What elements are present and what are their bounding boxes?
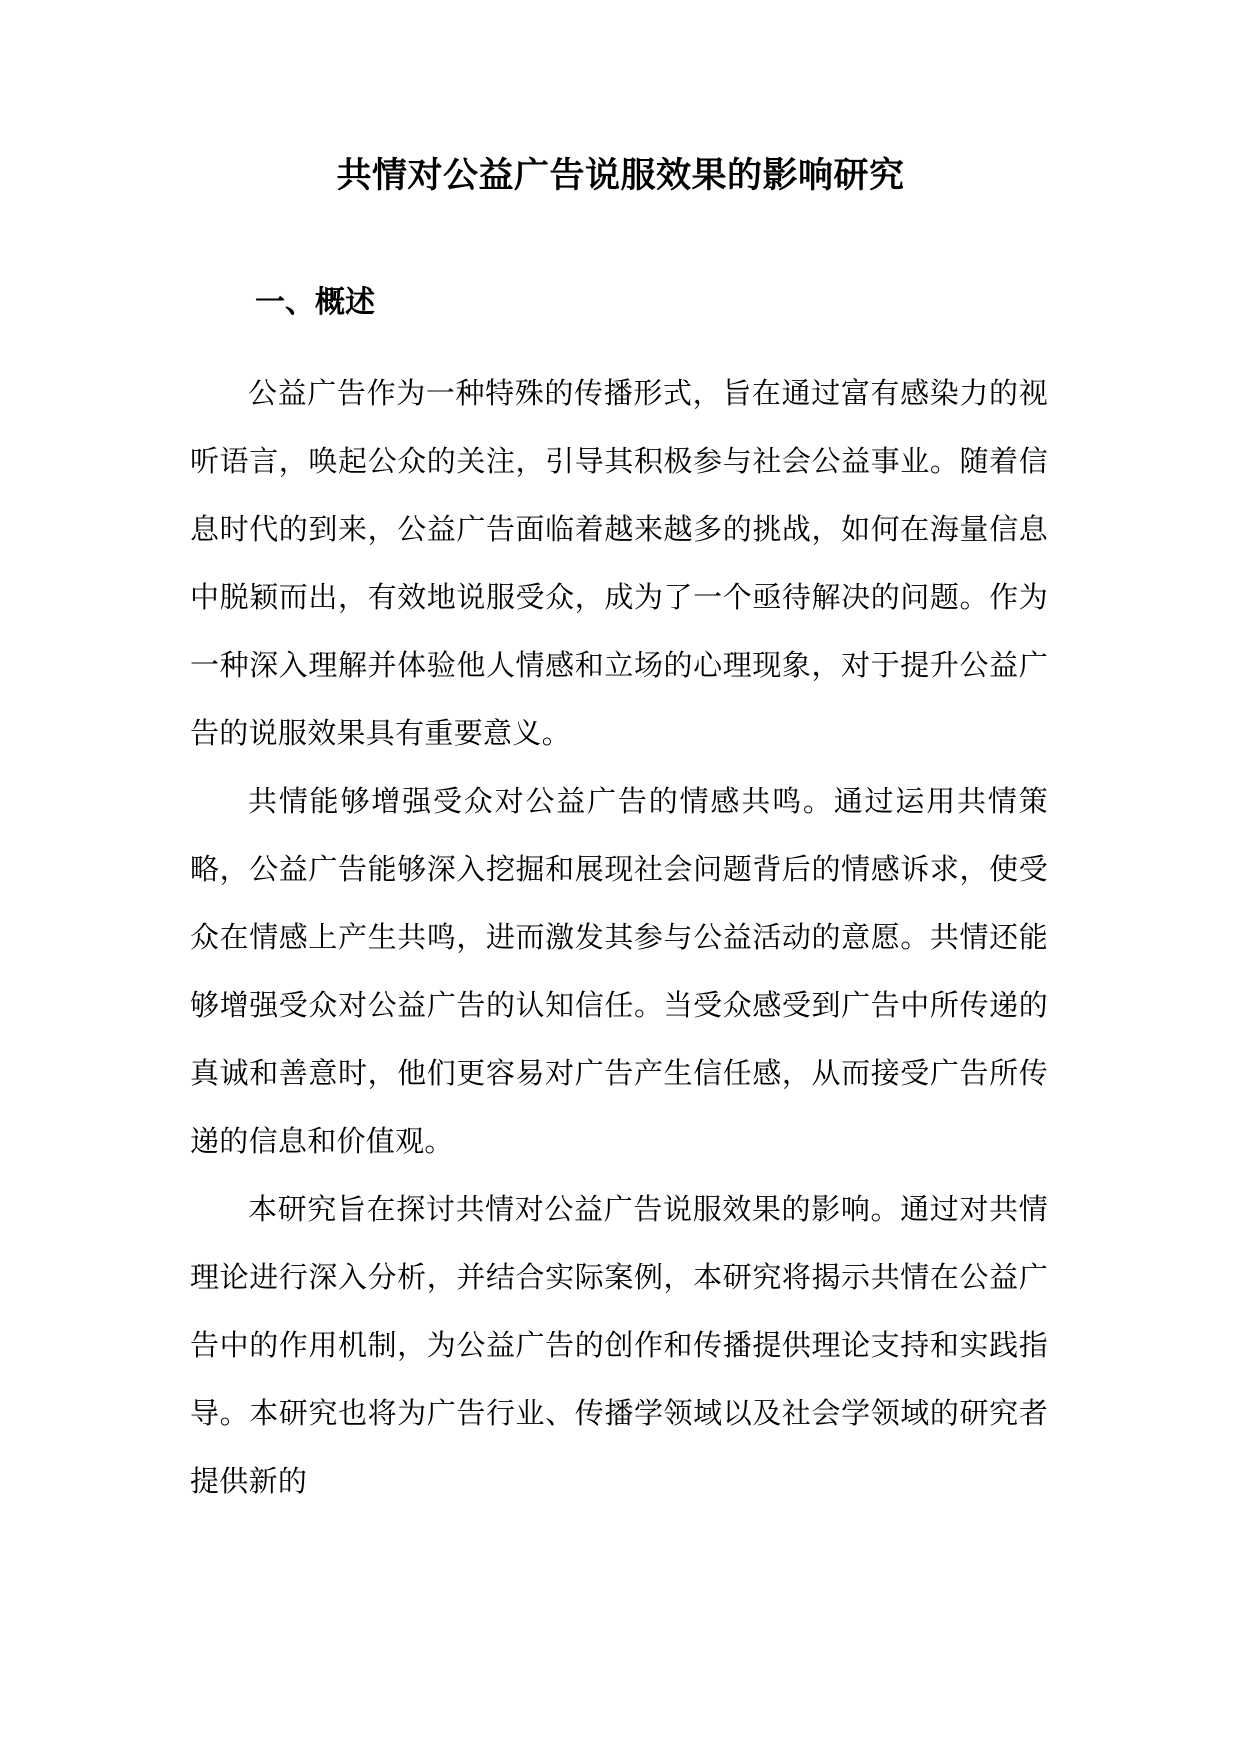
paragraph: 公益广告作为一种特殊的传播形式，旨在通过富有感染力的视听语言，唤起公众的关注，引导其积极参与社会公益事业。随着信息时代的到来，公益广告面临着越来越多的挑战，如何在海量信息中脱颖而出，有效地说服受众，成为了一个亟待解决的问题。作为一种深入理解并体验他人情感和立场的心理现象，对于提升公益广告的说服效果具有重要意义。 <box>190 376 1048 750</box>
paragraph: 本研究旨在探讨共情对公益广告说服效果的影响。通过对共情理论进行深入分析，并结合实际案例，本研究将揭示共情在公益广告中的作用机制，为公益广告的创作和传播提供理论支持和实践指导。本研究也将为广告行业、传播学领域以及社会学领域的研究者提供新的 <box>190 1192 1048 1498</box>
paragraph: 共情能够增强受众对公益广告的情感共鸣。通过运用共情策略，公益广告能够深入挖掘和展现社会问题背后的情感诉求，使受众在情感上产生共鸣，进而激发其参与公益活动的意愿。共情还能够增强受众对公益广告的认知信任。当受众感受到广告中所传递的真诚和善意时，他们更容易对广告产生信任感，从而接受广告所传递的信息和价值观。 <box>190 784 1048 1158</box>
document-body <box>190 359 1048 1515</box>
section-heading: 一、概述 <box>255 285 375 320</box>
document-title: 共情对公益广告说服效果的影响研究 <box>336 155 905 196</box>
